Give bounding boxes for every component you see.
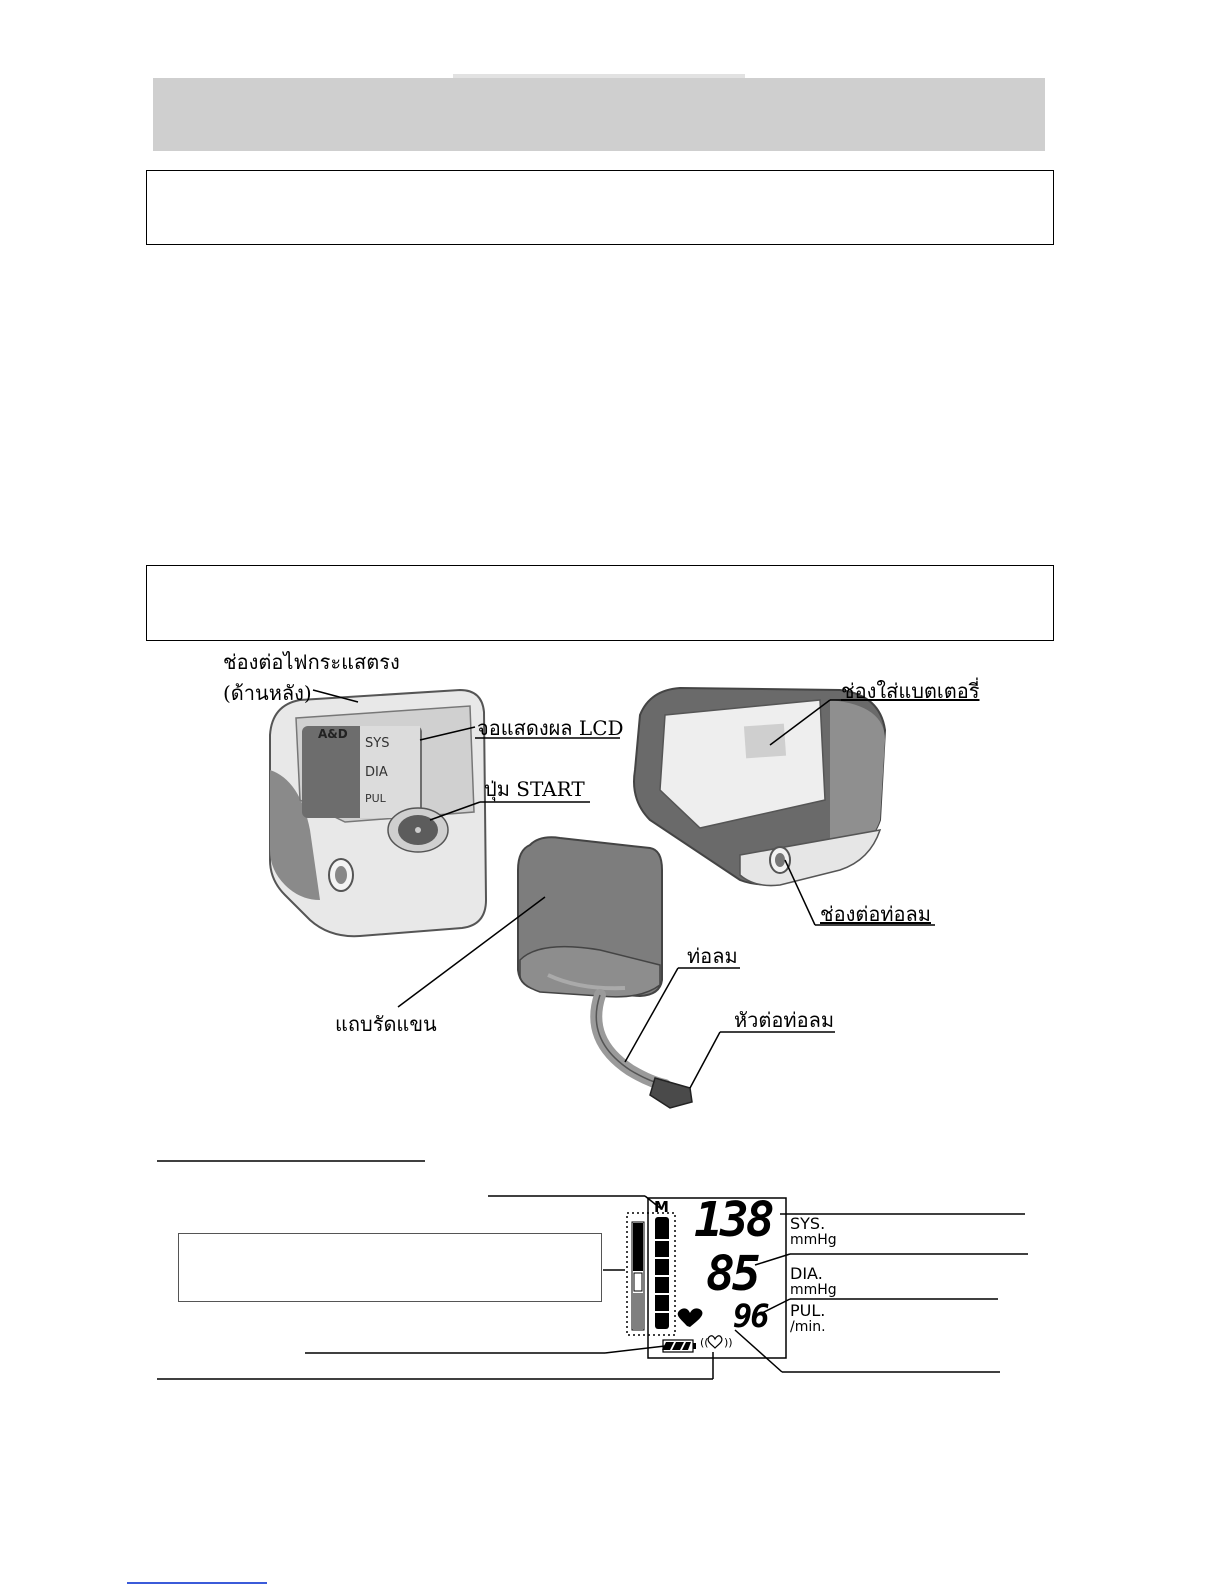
- cuff-label: แถบรัดแขน: [335, 1012, 437, 1036]
- monitor-bottom: [634, 688, 885, 886]
- lcd-callout-box: [178, 1233, 602, 1302]
- monitor-front: [270, 690, 486, 936]
- air-socket-label: ช่องต่อท่อลม: [820, 902, 931, 926]
- systolic-value: 138: [694, 1192, 772, 1248]
- page-footer-line: [127, 1582, 267, 1584]
- svg-text:PUL: PUL: [365, 792, 386, 805]
- svg-text:SYS: SYS: [365, 736, 390, 751]
- air-tube-label: ท่อลม: [687, 944, 738, 968]
- svg-text:DIA: DIA: [365, 765, 388, 780]
- pul-unit: /min.: [790, 1319, 826, 1335]
- svg-text:A&D: A&D: [318, 727, 348, 741]
- cuff-illustration: [518, 837, 692, 1108]
- dc-jack-label-line1: ช่องต่อไฟกระแสตรง: [223, 650, 400, 674]
- diastolic-value: 85: [706, 1246, 758, 1302]
- pulse-value: 96: [733, 1297, 768, 1335]
- air-plug-label: หัวต่อท่อลม: [734, 1008, 835, 1032]
- pul-label: PUL.: [790, 1301, 826, 1320]
- dia-unit: mmHg: [790, 1282, 837, 1298]
- dc-jack-label-line2: (ด้านหลัง): [223, 681, 312, 705]
- sys-unit: mmHg: [790, 1232, 837, 1248]
- svg-text:)): )): [724, 1336, 733, 1349]
- svg-text:((: ((: [700, 1336, 709, 1349]
- start-button-label: ปุ่ม START: [484, 777, 585, 801]
- memory-mark: M: [654, 1198, 669, 1216]
- battery-compartment-label: ช่องใส่แบตเตอรี่: [841, 679, 980, 703]
- dia-label: DIA.: [790, 1264, 823, 1283]
- lcd-display-label: จอแสดงผล LCD: [477, 716, 624, 740]
- sys-label: SYS.: [790, 1214, 826, 1233]
